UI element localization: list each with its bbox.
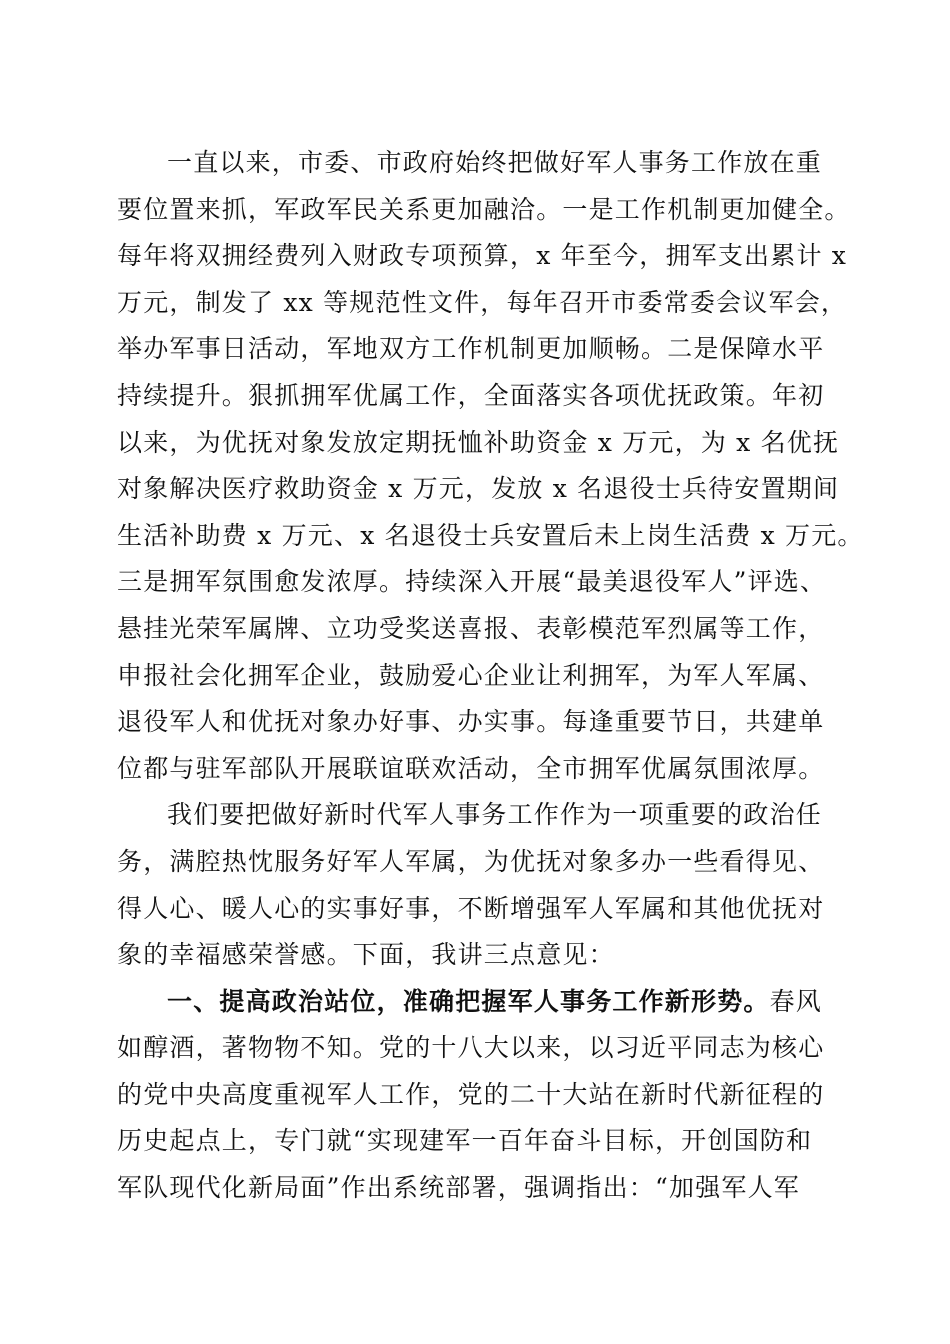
text-line: 一直以来，市委、市政府始终把做好军人事务工作放在重 <box>167 148 823 177</box>
text-line: 历史起点上，专门就“实现建军一百年奋斗目标，开创国防和 <box>117 1126 813 1156</box>
paragraph-1 <box>117 140 864 792</box>
text-line: 务，满腔热忱服务好军人军属，为优抚对象多办一些看得见、 <box>117 846 825 876</box>
text-line: 要位置来抓，军政军民关系更加融洽。一是工作机制更加健全。 <box>117 194 851 224</box>
document-body <box>117 140 864 1212</box>
paragraph-2 <box>117 792 835 978</box>
text-line: 如醇酒，著物物不知。党的十八大以来，以习近平同志为核心 <box>117 1033 825 1063</box>
text-line: 悬挂光荣军属牌、立功受奖送喜报、表彰模范军烈属等工作， <box>117 613 825 643</box>
text-line: 象的幸福感荣誉感。下面，我讲三点意见： <box>117 940 615 970</box>
section-heading-line <box>117 979 835 1026</box>
text-line: 位都与驻军部队开展联谊联欢活动，全市拥军优属氛围浓厚。 <box>117 753 825 783</box>
text-line: 持续提升。狠抓拥军优属工作，全面落实各项优抚政策。年初 <box>117 380 825 410</box>
text-line: 军队现代化新局面”作出系统部署，强调指出：“加强军人军 <box>117 1173 800 1203</box>
text-line: 申报社会化拥军企业，鼓励爱心企业让利拥军，为军人军属、 <box>117 660 825 690</box>
text-line: 的党中央高度重视军人工作，党的二十大站在新时代新征程的 <box>117 1079 825 1109</box>
text-line: 万元，制发了 xx 等规范性文件，每年召开市委常委会议军会， <box>117 287 848 317</box>
heading-line-rest: 春风 <box>769 986 823 1016</box>
paragraph-3 <box>117 979 835 1212</box>
text-line: 退役军人和优抚对象办好事、办实事。每逢重要节日，共建单 <box>117 707 825 737</box>
text-line: 生活补助费 x 万元、x 名退役士兵安置后未上岗生活费 x 万元。 <box>117 520 864 550</box>
text-line: 对象解决医疗救助资金 x 万元，发放 x 名退役士兵待安置期间 <box>117 474 840 504</box>
section-heading: 一、提高政治站位，准确把握军人事务工作新形势。 <box>167 986 770 1016</box>
text-line: 每年将双拥经费列入财政专项预算，x 年至今，拥军支出累计 x <box>117 241 848 271</box>
text-line: 以来，为优抚对象发放定期抚恤补助资金 x 万元，为 x 名优抚 <box>117 427 840 457</box>
text-line: 我们要把做好新时代军人事务工作作为一项重要的政治任 <box>167 800 823 830</box>
text-line: 三是拥军氛围愈发浓厚。持续深入开展“最美退役军人”评选、 <box>117 567 827 597</box>
text-line: 得人心、暖人心的实事好事，不断增强军人军属和其他优抚对 <box>117 893 825 923</box>
text-line: 举办军事日活动，军地双方工作机制更加顺畅。二是保障水平 <box>117 334 825 364</box>
